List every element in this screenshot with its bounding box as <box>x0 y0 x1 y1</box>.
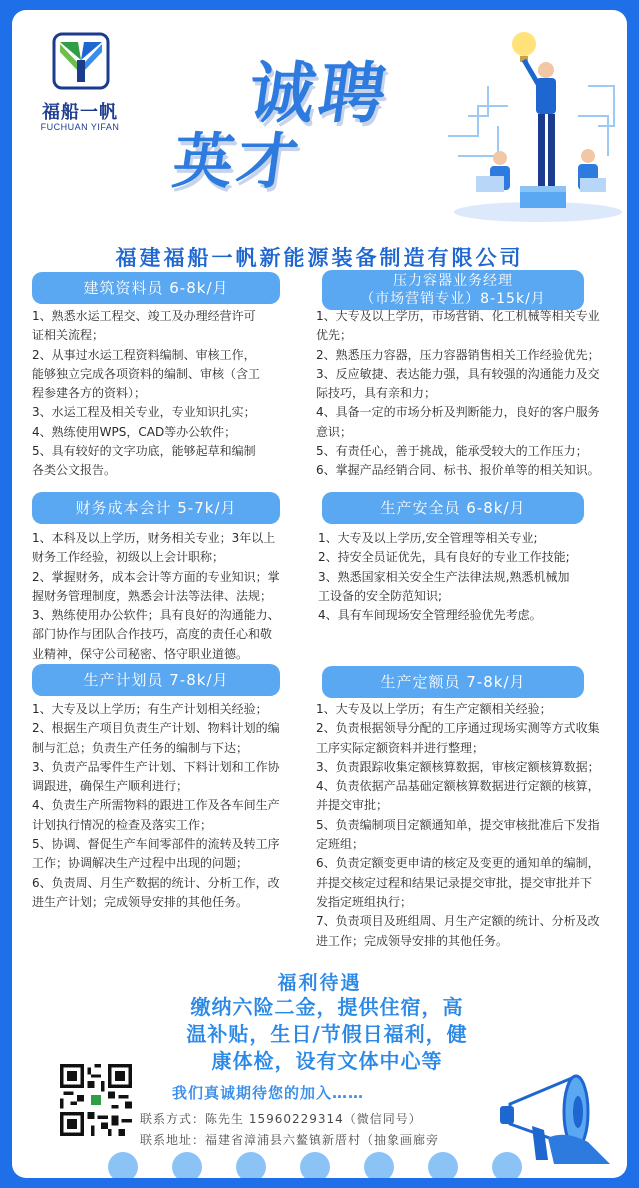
invite-text: 我们真诚期待您的加入…… <box>172 1084 365 1102</box>
desc-line: 4、熟练使用WPS，CAD等办公软件； <box>32 424 237 439</box>
desc-line: 进工作；完成领导安排的其他任务。 <box>316 933 509 948</box>
headline-line2: 英才 <box>168 127 307 197</box>
desc-line: 1、大专及以上学历，市场营销、化工机械等相关专业 <box>316 309 600 323</box>
logo-name-en: FUCHUAN YIFAN <box>40 122 120 132</box>
desc-line: 4、负责依据产品基础定额核算数据进行定额的核算， <box>316 779 600 794</box>
logo-y-icon <box>50 30 112 92</box>
desc-line: 定班组； <box>316 837 365 852</box>
job-title <box>32 664 280 696</box>
desc-line: 证相关流程； <box>32 328 105 343</box>
job-title-line: 生产定额员 7-8k/月 <box>380 673 526 691</box>
job-description <box>316 700 624 951</box>
desc-line: 1、大专及以上学历；有生产计划相关经验； <box>32 702 268 716</box>
desc-line: 1、本科及以上学历，财务相关专业；3年以上 <box>32 531 276 545</box>
job-title-line: 压力容器业务经理 <box>393 273 513 289</box>
desc-line: 7、负责项目及班组周、月生产定额的统计、分析及改 <box>316 914 600 929</box>
headline-line1: 诚聘 <box>243 54 395 132</box>
desc-line: 4、负责生产所需物料的跟进工作及各车间生产 <box>32 798 280 813</box>
desc-line: 意识； <box>316 424 353 439</box>
desc-line: 6、掌握产品经销合同、标书、报价单等的相关知识。 <box>316 463 600 478</box>
desc-line: 进生产计划；完成领导安排的其他任务。 <box>32 894 249 909</box>
decor-dot <box>172 1152 202 1178</box>
decor-dot <box>108 1152 138 1178</box>
desc-line: 并提交审批； <box>316 798 389 813</box>
job-description <box>32 307 302 481</box>
desc-line: 1、熟悉水运工程交、竣工及办理经营许可 <box>32 309 256 323</box>
desc-line: 4、具备一定的市场分析及判断能力，良好的客户服务 <box>316 405 600 420</box>
decor-dot <box>300 1152 330 1178</box>
welfare-body <box>162 994 492 1075</box>
recruitment-poster <box>12 10 627 1178</box>
decor-dot <box>364 1152 394 1178</box>
decor-dot <box>236 1152 266 1178</box>
desc-line: 2、熟悉压力容器，压力容器销售相关工作经验优先； <box>316 347 600 362</box>
job-title <box>322 666 584 698</box>
desc-line: 并提交核定过程和结果记录提交审批，提交审批并下 <box>316 875 593 890</box>
job-title-line: 建筑资料员 6-8k/月 <box>83 279 229 297</box>
desc-line: 际技巧，具有亲和力； <box>316 386 437 401</box>
business-team-illustration <box>438 16 624 226</box>
desc-line: 部门协作与团队合作技巧，高度的责任心和敬 <box>32 627 273 642</box>
desc-line: 工序实际定额资料并进行整理； <box>316 740 485 755</box>
desc-line: 6、负责定额变更申请的核定及变更的通知单的编制， <box>316 856 600 871</box>
desc-line: 程参建各方的资料）； <box>32 386 147 401</box>
desc-line: 6、负责周、月生产数据的统计、分析工作，改 <box>32 875 280 890</box>
desc-line: 3、熟悉国家相关安全生产法律法规,熟悉机械加 <box>318 569 570 584</box>
desc-line: 业精神，保守公司秘密、恪守职业道德。 <box>32 646 249 661</box>
desc-line: 3、熟练使用办公软件；具有良好的沟通能力、 <box>32 608 280 623</box>
job-description <box>32 529 302 664</box>
job-title <box>32 492 280 524</box>
decor-dot <box>428 1152 458 1178</box>
desc-line: 计划执行情况的检查及落实工作； <box>32 817 213 832</box>
desc-line: 工设备的安全防范知识; <box>318 588 443 603</box>
desc-line: 2、从事过水运工程资料编制、审核工作， <box>32 347 256 362</box>
job-title <box>32 272 280 304</box>
desc-line: 3、负责产品零件生产计划、下料计划和工作协 <box>32 759 280 774</box>
job-description <box>316 307 624 481</box>
contact-address: 联系地址：福建省漳浦县六鳌镇新厝村（抽象画廊旁 <box>140 1133 440 1147</box>
desc-line: 制与汇总；负责生产任务的编制与下达； <box>32 740 249 755</box>
desc-line: 握财务管理制度，熟悉会计法等法律、法规； <box>32 588 273 603</box>
job-title <box>322 270 584 310</box>
desc-line: 5、有责任心，善于挑战，能承受较大的工作压力； <box>316 444 588 459</box>
job-title-line: 生产计划员 7-8k/月 <box>83 671 229 689</box>
desc-line: 工作；协调解决生产过程中出现的问题； <box>32 856 249 871</box>
job-description <box>318 529 624 625</box>
desc-line: 各类公文报告。 <box>32 463 117 478</box>
contact-info: 联系方式：陈先生 15960229314（微信同号） <box>140 1112 422 1126</box>
welfare-title: 福利待遇 <box>277 972 362 994</box>
welfare-line: 康体检，设有文体中心等 <box>211 1049 443 1073</box>
desc-line: 1、大专及以上学历,安全管理等相关专业; <box>318 531 538 545</box>
desc-line: 3、水运工程及相关专业，专业知识扎实； <box>32 405 256 420</box>
decor-dot <box>492 1152 522 1178</box>
desc-line: 财务工作经验，初级以上会计职称； <box>32 550 225 565</box>
job-title-line: 财务成本会计 5-7k/月 <box>75 499 237 517</box>
desc-line: 3、负责跟踪收集定额核算数据，审核定额核算数据； <box>316 759 600 774</box>
desc-line: 发指定班组执行； <box>316 894 413 909</box>
desc-line: 优先； <box>316 328 353 343</box>
desc-line: 5、负责编制项目定额通知单，提交审核批准后下发指 <box>316 817 600 832</box>
job-title-line: （市场营销专业）8-15k/月 <box>360 291 546 307</box>
job-title-line: 生产安全员 6-8k/月 <box>380 499 526 517</box>
desc-line: 2、根据生产项目负责生产计划、物料计划的编 <box>32 721 280 736</box>
job-description <box>32 700 306 912</box>
desc-line: 5、协调、督促生产车间零部件的流转及转工序 <box>32 837 280 852</box>
desc-line: 1、大专及以上学历；有生产定额相关经验； <box>316 702 552 716</box>
welfare-line: 温补贴，生日/节假日福利，健 <box>186 1022 468 1046</box>
desc-line: 2、掌握财务，成本会计等方面的专业知识；掌 <box>32 569 280 584</box>
welfare-line: 缴纳六险二金，提供住宿，高 <box>190 995 464 1019</box>
desc-line: 2、负责根据领导分配的工序通过现场实测等方式收集 <box>316 721 600 736</box>
desc-line: 5、具有较好的文字功底，能够起草和编制 <box>32 444 256 459</box>
desc-line: 3、反应敏捷、表达能力强，具有较强的沟通能力及交 <box>316 366 600 381</box>
job-title <box>322 492 584 524</box>
desc-line: 能够独立完成各项资料的编制、审核（含工 <box>32 366 261 381</box>
company-name: 福建福船一帆新能源装备制造有限公司 <box>115 246 524 270</box>
desc-line: 4、具有车间现场安全管理经验优先考虑。 <box>318 608 542 623</box>
desc-line: 调跟进，确保生产顺利进行； <box>32 779 189 794</box>
logo-name-cn: 福船一帆 <box>42 102 118 123</box>
decorative-dots <box>108 1152 588 1178</box>
qr-code-icon <box>60 1064 132 1136</box>
desc-line: 2、持安全员证优先，具有良好的专业工作技能; <box>318 550 570 565</box>
